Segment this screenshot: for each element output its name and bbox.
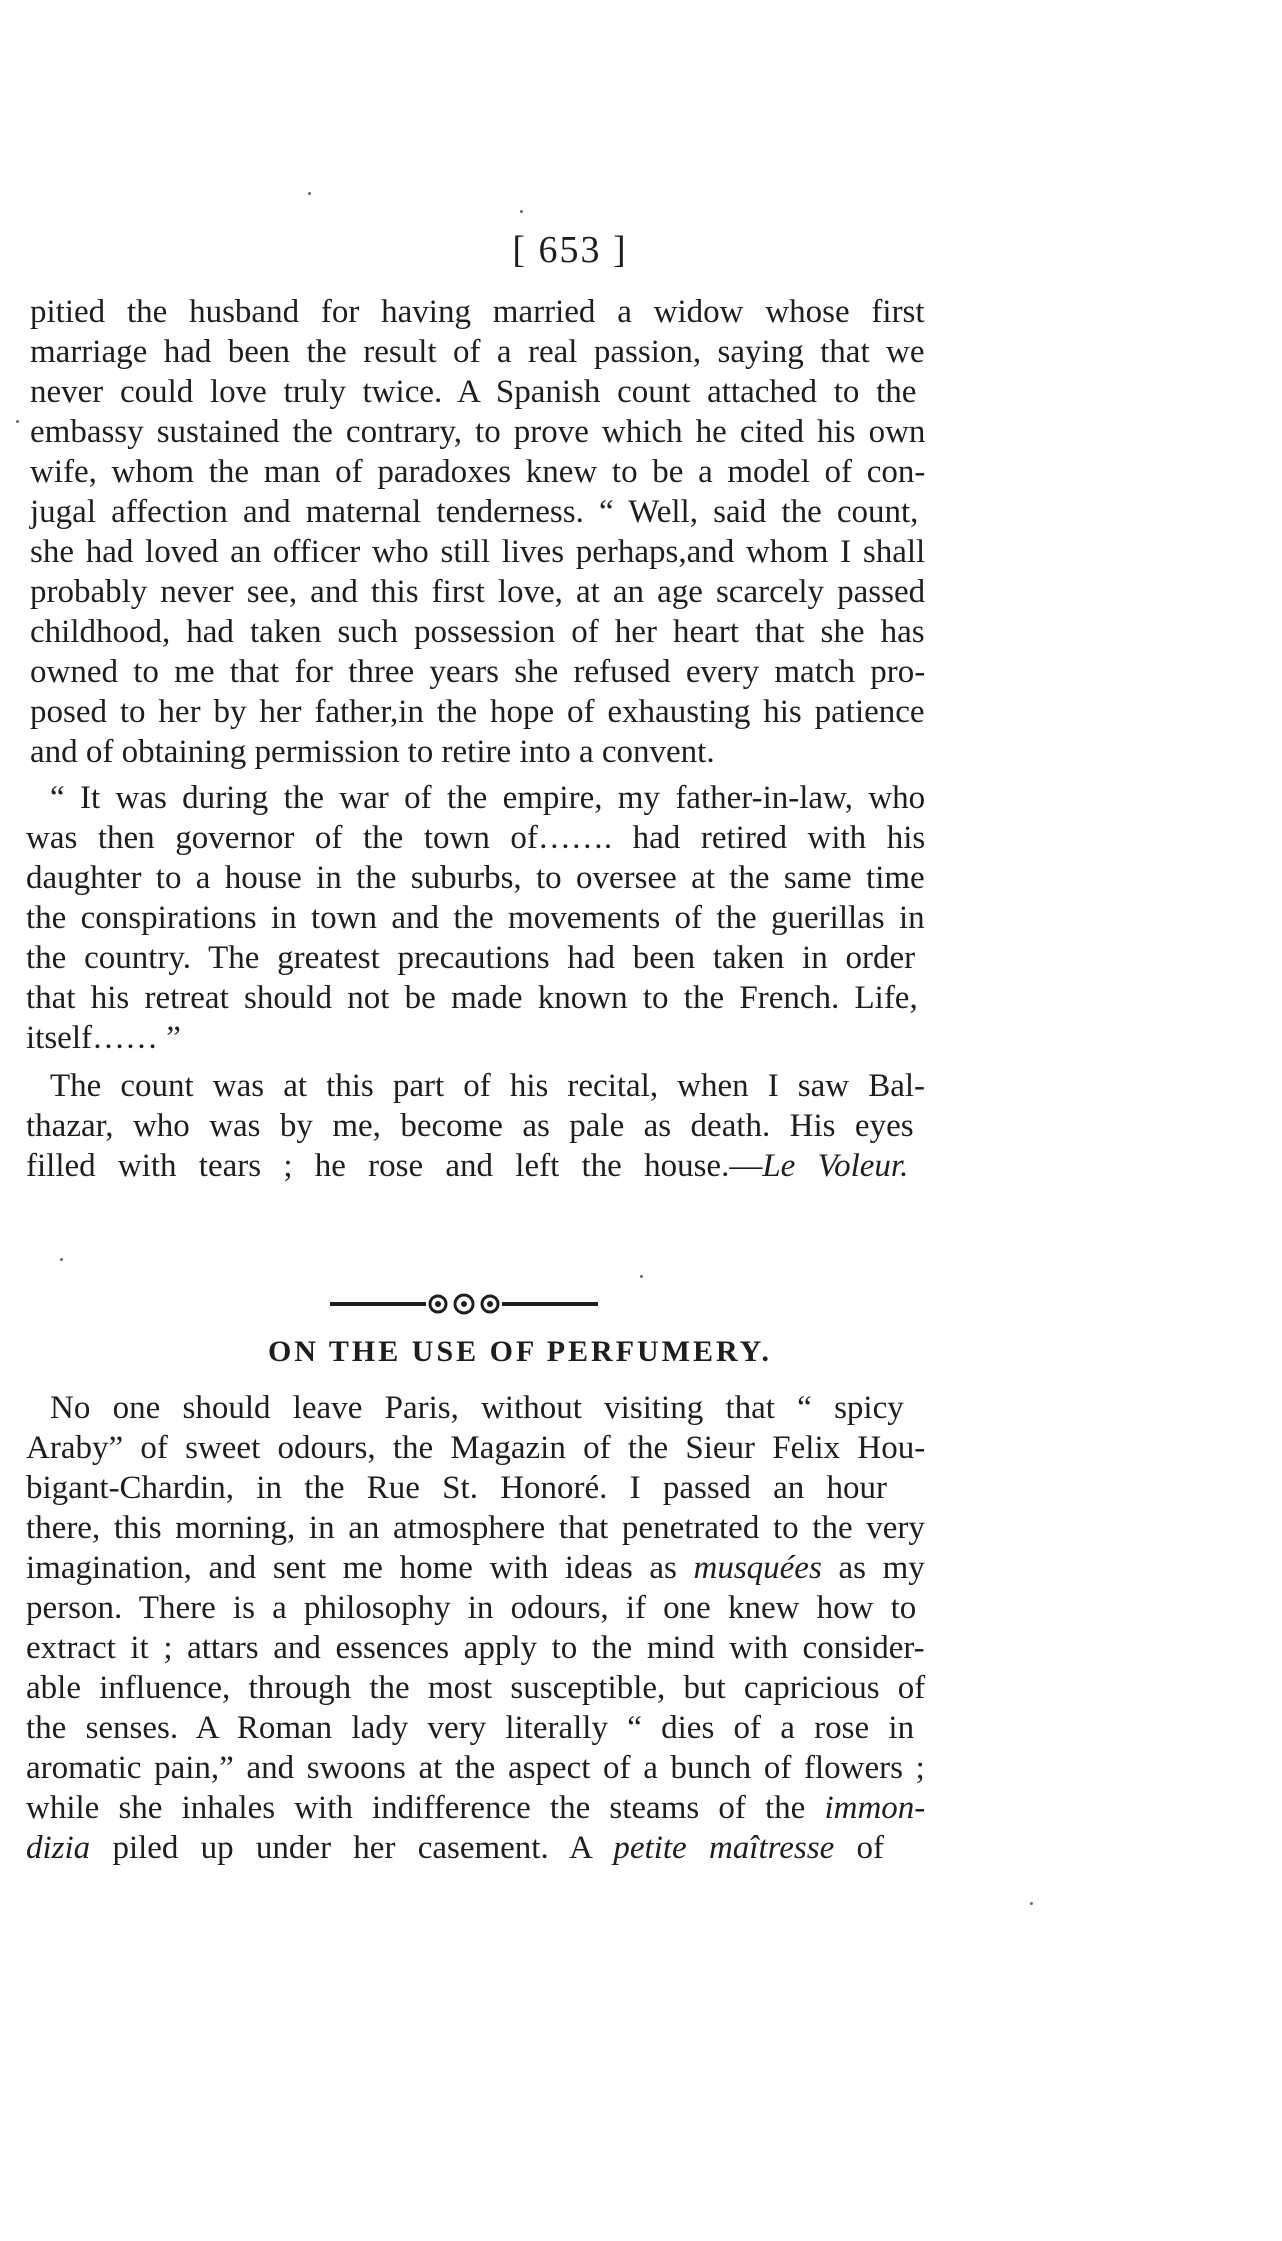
print-speck [308, 192, 311, 195]
text-line [26, 1146, 908, 1186]
print-speck [16, 420, 19, 423]
text-segment: while she inhales with indifference the steams of the [26, 1790, 825, 1826]
text-line: marriage had been the result of a real passion, saying that we [30, 334, 925, 370]
italic-word: dizia [26, 1830, 91, 1866]
text-segment: as my [821, 1550, 925, 1586]
text-line: daughter to a house in the suburbs, to oversee at the same time [26, 860, 925, 896]
text-segment: imagination, and sent me home with ideas as [26, 1550, 694, 1586]
text-line: childhood, had taken such possession of her heart that she has [30, 614, 925, 650]
text-line: probably never see, and this first love, at an age scarcely passed [30, 574, 926, 610]
print-speck [520, 210, 523, 213]
text-line: person. There is a philosophy in odours, if one knew how to [26, 1590, 917, 1626]
text-segment: piled up under her casement. A [90, 1830, 614, 1866]
text-line: there, this morning, in an atmosphere that penetrated to the very [26, 1510, 925, 1546]
article-heading: ON THE USE OF PERFUMERY. [267, 1335, 773, 1368]
text-line: the country. The greatest precautions had been taken in order [26, 940, 916, 976]
text-line: embassy sustained the contrary, to prove which he cited his own [30, 414, 926, 450]
text-line: the senses. A Roman lady very literally “ dies of a rose in [26, 1710, 915, 1746]
page-number: [ 653 ] [512, 229, 628, 271]
text-line [26, 1828, 884, 1868]
paragraph-start-line: No one should leave Paris, without visiting that “ spicy [50, 1390, 904, 1426]
text-line: wife, whom the man of paradoxes knew to be a model of con- [30, 454, 926, 490]
text-line [26, 1548, 925, 1588]
text-line [26, 1788, 925, 1828]
text-line: bigant-Chardin, in the Rue St. Honoré. I passed an hour [26, 1470, 888, 1506]
text-segment: of [834, 1830, 884, 1866]
text-line: the conspirations in town and the movements of the guerillas in [26, 900, 925, 936]
text-line: was then governor of the town of……. had retired with his [26, 820, 926, 856]
source-attribution: Le Voleur. [762, 1148, 909, 1184]
paragraph-start-line: “ It was during the war of the empire, my father-in-law, who [50, 780, 926, 816]
ornamental-divider [328, 1292, 600, 1316]
text-segment: filled with tears ; he rose and left the house.— [26, 1148, 763, 1184]
italic-word: immon- [824, 1790, 926, 1826]
print-speck [1030, 1902, 1033, 1905]
text-line: posed to her by her father,in the hope of exhausting his patience [30, 694, 925, 730]
text-line: she had loved an officer who still lives perhaps,and whom I shall [30, 534, 926, 570]
text-line: and of obtaining permission to retire into a convent. [30, 734, 715, 770]
text-line: extract it ; attars and essences apply to the mind with consider- [26, 1630, 925, 1666]
text-line: jugal affection and maternal tenderness. “ Well, said the count, [30, 494, 919, 530]
italic-word: musquées [693, 1550, 822, 1586]
paragraph-start-line: The count was at this part of his recital, when I saw Bal- [50, 1068, 926, 1104]
text-line: aromatic pain,” and swoons at the aspect of a bunch of flowers ; [26, 1750, 925, 1786]
italic-phrase: petite maîtresse [613, 1830, 835, 1866]
text-line: never could love truly twice. A Spanish count attached to the [30, 374, 917, 410]
text-line: thazar, who was by me, become as pale as death. His eyes [26, 1108, 914, 1144]
print-speck [60, 1258, 63, 1261]
text-line: owned to me that for three years she refused every match pro- [30, 654, 926, 690]
print-speck [640, 1275, 643, 1278]
text-line: Araby” of sweet odours, the Magazin of the Sieur Felix Hou- [26, 1430, 926, 1466]
text-line: that his retreat should not be made known to the French. Life, [26, 980, 918, 1016]
text-line: itself…… ” [26, 1020, 181, 1056]
text-line: pitied the husband for having married a widow whose first [30, 294, 925, 330]
text-line: able influence, through the most susceptible, but capricious of [26, 1670, 926, 1706]
